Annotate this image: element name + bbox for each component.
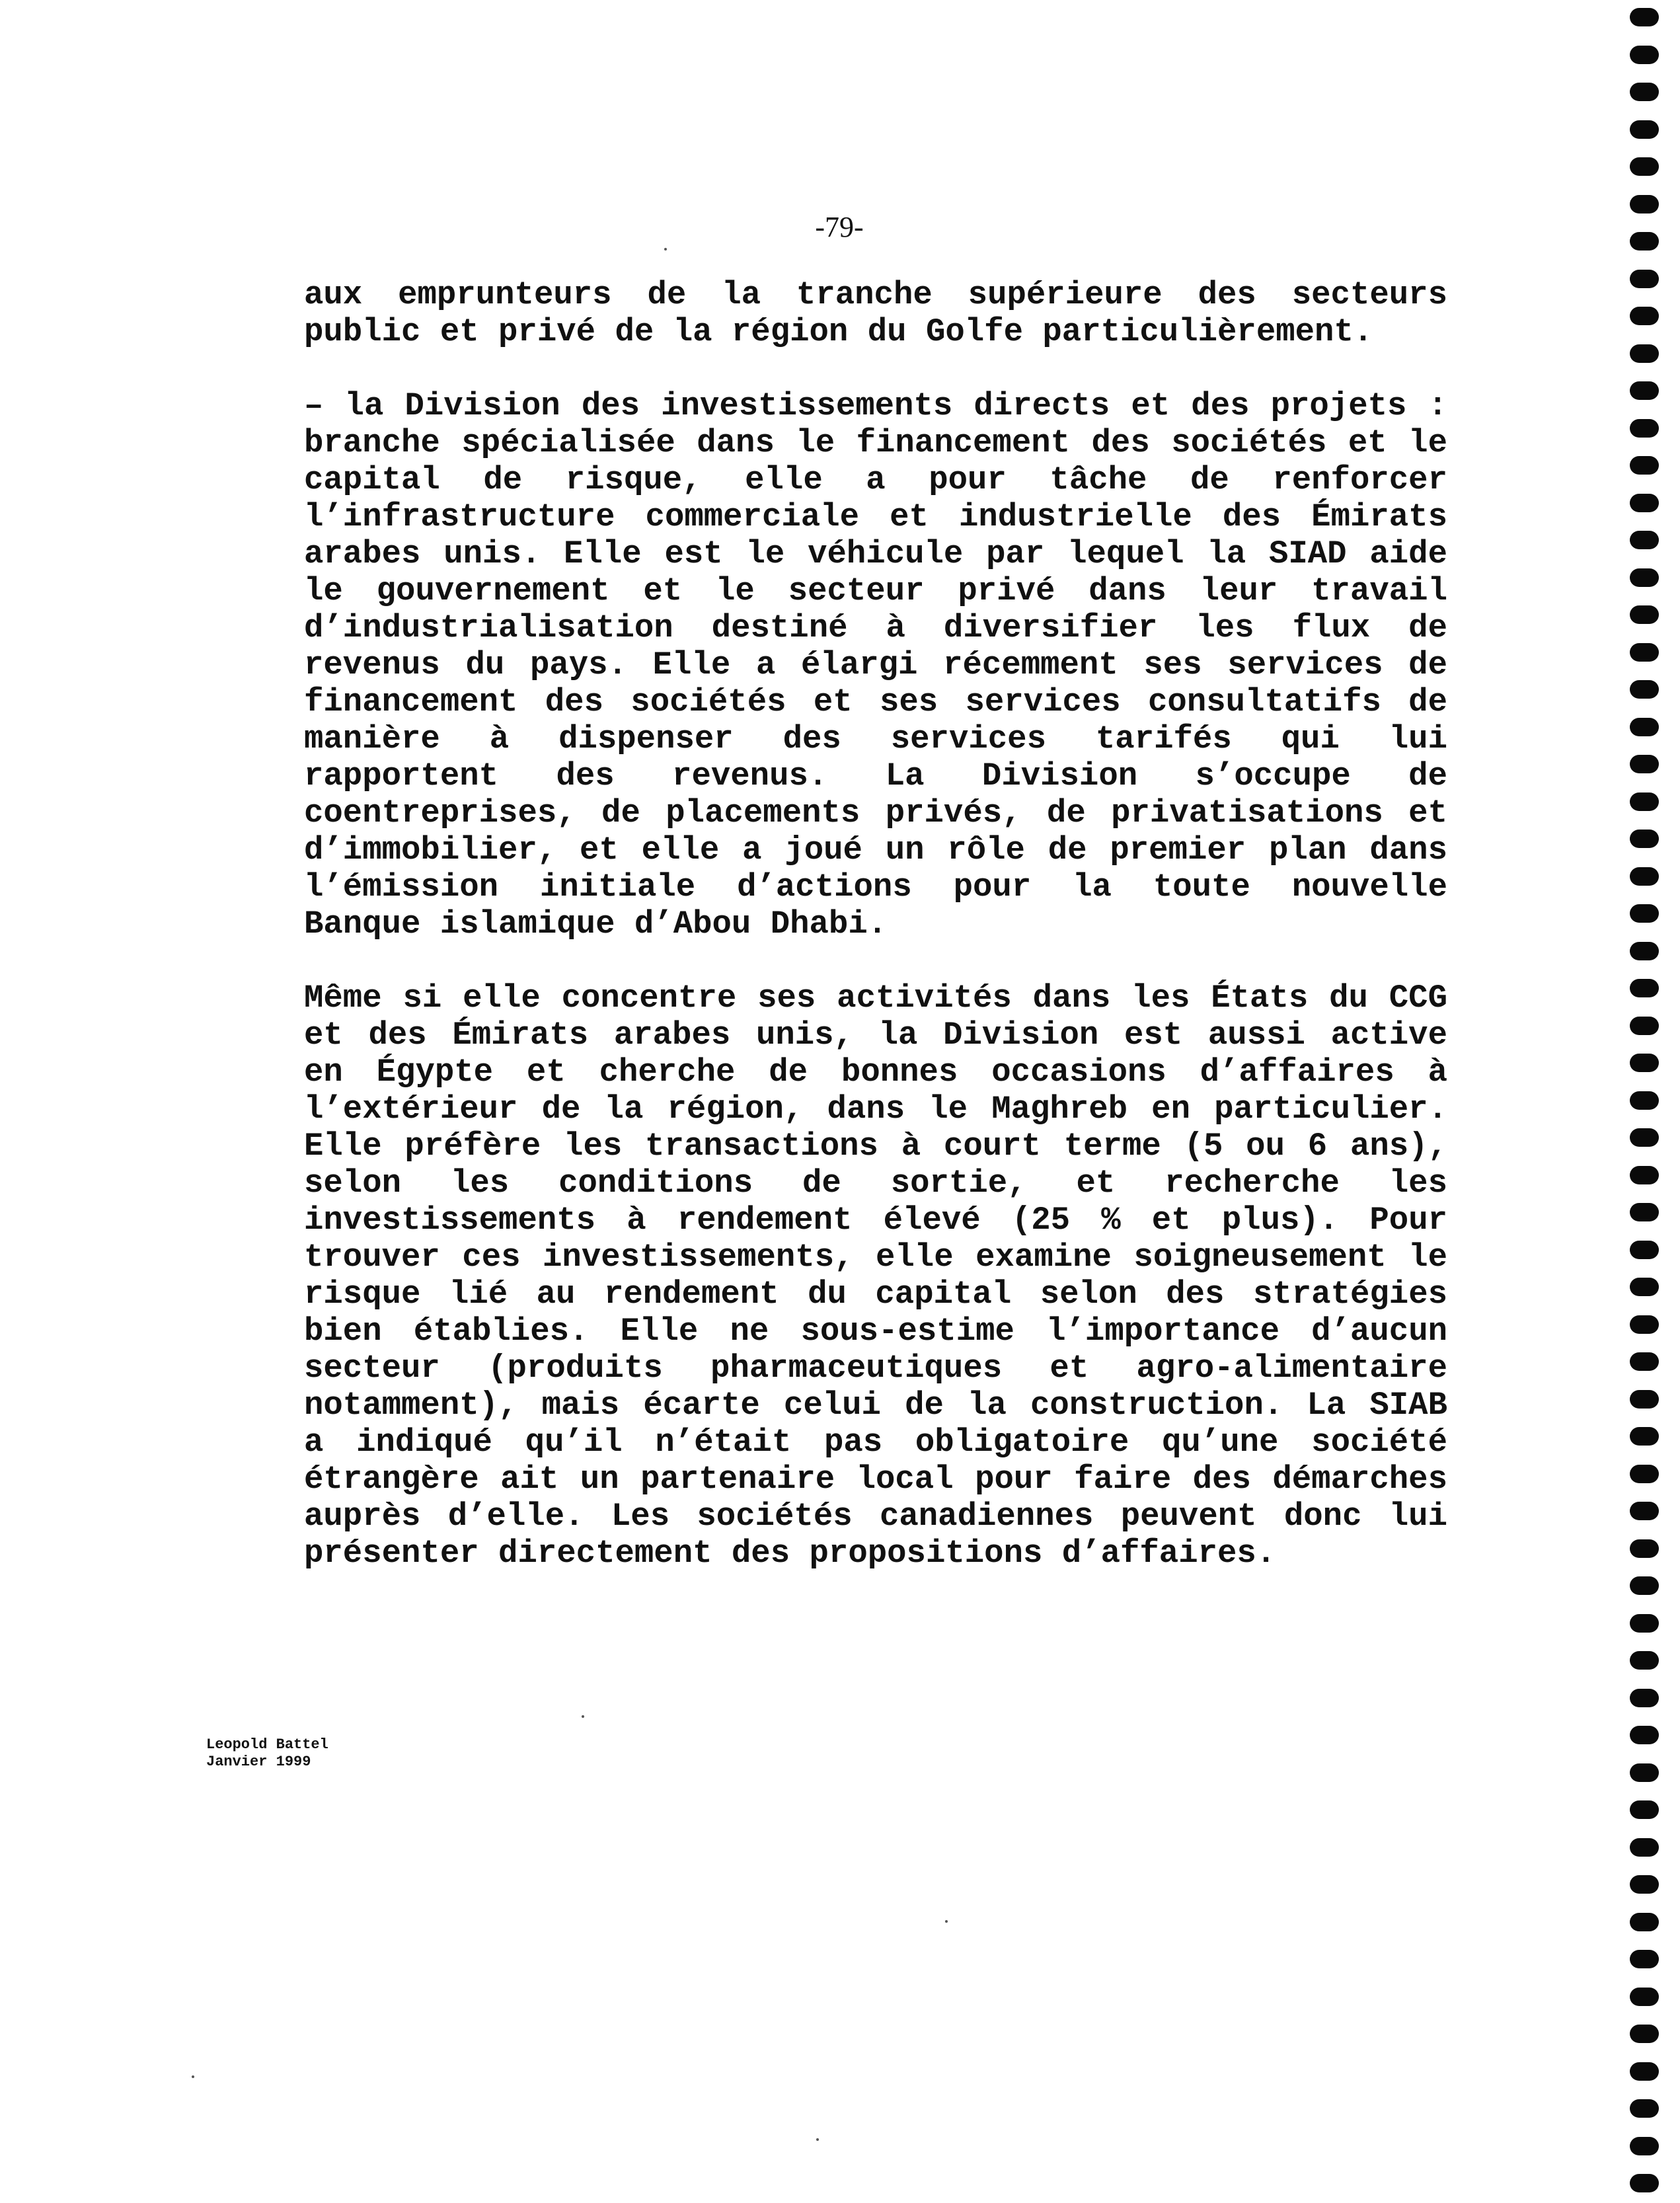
binding-hole (1630, 2025, 1659, 2043)
binding-hole (1630, 1278, 1659, 1296)
binding-hole (1630, 605, 1659, 624)
binding-hole (1630, 942, 1659, 960)
binding-hole (1630, 1614, 1659, 1633)
binding-hole (1630, 1800, 1659, 1819)
binding-hole (1630, 1128, 1659, 1147)
binding-hole (1630, 643, 1659, 662)
binding-hole (1630, 1241, 1659, 1259)
binding-hole (1630, 1576, 1659, 1595)
scan-speck (945, 1920, 948, 1923)
binding-hole (1630, 531, 1659, 549)
binding-hole (1630, 1427, 1659, 1446)
binding-hole (1630, 1689, 1659, 1707)
binding-hole (1630, 904, 1659, 923)
binding-hole (1630, 979, 1659, 997)
binding-hole (1630, 1763, 1659, 1782)
binding-hole (1630, 1054, 1659, 1072)
binding-hole (1630, 1950, 1659, 1968)
binding-hole (1630, 83, 1659, 101)
binding-hole (1630, 1091, 1659, 1110)
binding-hole (1630, 1913, 1659, 1931)
binding-hole (1630, 2137, 1659, 2155)
binding-hole (1630, 456, 1659, 475)
binding-hole (1630, 232, 1659, 251)
binding-hole (1630, 1988, 1659, 2006)
binding-hole (1630, 344, 1659, 363)
binding-hole (1630, 46, 1659, 64)
paragraph-division-investissements: – la Division des investissements directs et des projets : branche spécialisée dans le financement des sociétés et le capital de risque, elle a pour tâche de renforcer l’infrastructure commerciale et industrielle des Émirats arabes unis. Elle est le véhicule par lequel la SIAD aide le gouvernement et le secteur privé dans leur travail d’industrialisation destiné à diversifier les flux de revenus du pays. Elle a élargi récemment ses services de financement des sociétés et ses services consultatifs de manière à dispenser des services tarifés qui lui rapportent des revenus. La Division s’occupe de coentreprises, de placements privés, de privatisations et d’immobilier, et elle a joué un rôle de premier plan dans l’émission initiale d’actions pour la toute nouvelle Banque islamique d’Abou Dhabi. (304, 387, 1447, 943)
binding-hole (1630, 494, 1659, 512)
binding-hole (1630, 1539, 1659, 1558)
binding-hole (1630, 755, 1659, 773)
binding-hole (1630, 2099, 1659, 2118)
binding-hole (1630, 1875, 1659, 1894)
scan-speck (192, 2075, 194, 2078)
binding-hole (1630, 307, 1659, 325)
binding-hole (1630, 1838, 1659, 1857)
binding-hole (1630, 1315, 1659, 1334)
paragraph-activites-division: Même si elle concentre ses activités dans les États du CCG et des Émirats arabes unis, la Division est aussi active en Égypte et cherche de bonnes occasions d’affaires à l’extérieur de la région, dans le Maghreb en particulier. Elle préfère les transactions à court terme (5 ou 6 ans), selon les conditions de sortie, et recherche les investissements à rendement élevé (25 % et plus). Pour trouver ces investissements, elle examine soigneusement le risque lié au rendement du capital selon des stratégies bien établies. Elle ne sous-estime l’importance d’aucun secteur (produits pharmaceutiques et agro-alimentaire notamment), mais écarte celui de la construction. La SIAB a indiqué qu’il n’était pas obligatoire qu’une société étrangère ait un partenaire local pour faire des démarches auprès d’elle. Les sociétés canadiennes peuvent donc lui présenter directement des propositions d’affaires. (304, 980, 1447, 1572)
binding-hole (1630, 8, 1659, 26)
scan-speck (816, 2138, 819, 2141)
binding-hole (1630, 157, 1659, 176)
binding-hole (1630, 1726, 1659, 1744)
footer-signature (206, 1736, 328, 1771)
binding-hole (1630, 1390, 1659, 1409)
binding-hole (1630, 867, 1659, 886)
binding-hole (1630, 270, 1659, 288)
binding-hole (1630, 1166, 1659, 1184)
scan-speck (582, 1715, 584, 1718)
binding-hole (1630, 792, 1659, 811)
binding-hole (1630, 830, 1659, 848)
binding-hole (1630, 1502, 1659, 1520)
paragraph-continuation: aux emprunteurs de la tranche supérieure des secteurs public et privé de la région du Golfe particulièrement. (304, 276, 1447, 350)
binding-hole (1630, 120, 1659, 139)
scan-speck (664, 248, 667, 251)
binding-hole (1630, 1203, 1659, 1221)
binding-hole (1630, 381, 1659, 400)
binding-hole (1630, 1465, 1659, 1483)
binding-hole (1630, 1352, 1659, 1371)
binding-hole (1630, 419, 1659, 438)
footer-date: Janvier 1999 (206, 1754, 311, 1770)
binding-hole (1630, 718, 1659, 736)
binding-hole (1630, 2174, 1659, 2192)
body-text (304, 276, 1447, 1609)
binding-hole (1630, 1017, 1659, 1035)
binding-holes (1627, 0, 1667, 2203)
binding-hole (1630, 680, 1659, 699)
page-number: -79- (815, 211, 864, 243)
binding-hole (1630, 568, 1659, 587)
binding-hole (1630, 2062, 1659, 2081)
binding-hole (1630, 195, 1659, 213)
binding-hole (1630, 1651, 1659, 1670)
footer-author: Leopold Battel (206, 1736, 328, 1753)
